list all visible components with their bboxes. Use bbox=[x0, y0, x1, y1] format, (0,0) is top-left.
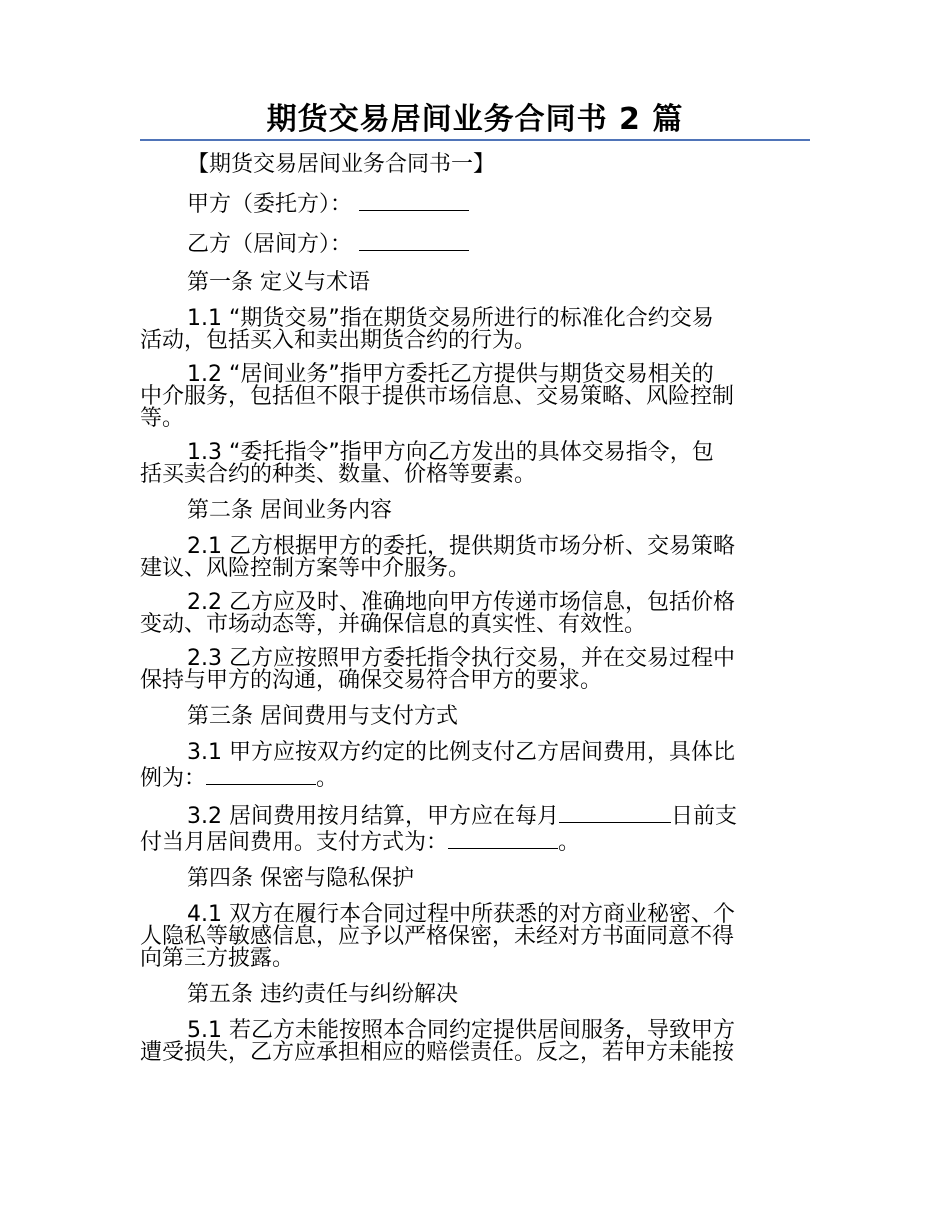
clause-line: 变动、市场动态等，并确保信息的真实性、有效性。 bbox=[140, 612, 647, 637]
clause-line: 人隐私等敏感信息，应予以严格保密，未经对方书面同意不得 bbox=[140, 924, 735, 949]
clause-1-2 bbox=[140, 364, 810, 430]
clause-line: 建议、风险控制方案等中介服务。 bbox=[140, 556, 471, 581]
title-underline bbox=[140, 139, 810, 141]
party-b-label: 乙方（居间方）： bbox=[187, 232, 353, 257]
article-1-title: 第一条 定义与术语 bbox=[187, 270, 370, 295]
document-body bbox=[140, 152, 810, 1076]
clause-5-1 bbox=[140, 1020, 810, 1064]
clause-2-1 bbox=[140, 536, 810, 580]
clause-line: 活动，包括买入和卖出期货合约的行为。 bbox=[140, 328, 537, 353]
ratio-blank bbox=[206, 764, 316, 785]
clause-3-2 bbox=[140, 802, 810, 854]
clause-1-3 bbox=[140, 442, 810, 486]
section-marker: 【期货交易居间业务合同书一】 bbox=[187, 152, 496, 177]
clause-line: 向第三方披露。 bbox=[140, 946, 295, 971]
party-a-label: 甲方（委托方）： bbox=[187, 192, 353, 217]
clause-line: 5.1 若乙方未能按照本合同约定提供居间服务，导致甲方 bbox=[187, 1018, 735, 1043]
clause-1-1 bbox=[140, 308, 810, 352]
payment-method-blank bbox=[448, 828, 558, 849]
clause-text: 3.2 居间费用按月结算，甲方应在每月 bbox=[187, 804, 559, 829]
clause-line: 1.3 “委托指令”指甲方向乙方发出的具体交易指令，包 bbox=[187, 440, 714, 465]
article-4-title: 第四条 保密与隐私保护 bbox=[187, 866, 414, 891]
party-b-line bbox=[140, 230, 810, 258]
clause-line: 4.1 双方在履行本合同过程中所获悉的对方商业秘密、个 bbox=[187, 902, 735, 927]
clause-line: 等。 bbox=[140, 406, 185, 431]
clause-line: 1.2 “居间业务”指甲方委托乙方提供与期货交易相关的 bbox=[187, 362, 714, 387]
article-5-title: 第五条 违约责任与纠纷解决 bbox=[187, 982, 458, 1007]
clause-line: 中介服务，包括但不限于提供市场信息、交易策略、风险控制 bbox=[140, 384, 735, 409]
clause-line: 2.1 乙方根据甲方的委托，提供期货市场分析、交易策略 bbox=[187, 534, 735, 559]
clause-3-1 bbox=[140, 742, 810, 790]
clause-line: 2.3 乙方应按照甲方委托指令执行交易，并在交易过程中 bbox=[187, 646, 735, 671]
document-title: 期货交易居间业务合同书 2 篇 bbox=[266, 102, 684, 137]
article-3-title: 第三条 居间费用与支付方式 bbox=[187, 704, 458, 729]
clause-text: 。 bbox=[316, 766, 339, 791]
clause-line bbox=[140, 764, 810, 790]
clause-text: 。 bbox=[558, 830, 581, 855]
article-2-title: 第二条 居间业务内容 bbox=[187, 498, 392, 523]
clause-2-2 bbox=[140, 592, 810, 636]
clause-line bbox=[140, 802, 810, 828]
clause-line: 遭受损失，乙方应承担相应的赔偿责任。反之，若甲方未能按 bbox=[140, 1040, 735, 1065]
clause-line: 括买卖合约的种类、数量、价格等要素。 bbox=[140, 462, 537, 487]
clause-text: 例为： bbox=[140, 766, 207, 791]
clause-2-3 bbox=[140, 648, 810, 692]
clause-text: 付当月居间费用。支付方式为： bbox=[140, 830, 449, 855]
clause-text: 日前支 bbox=[670, 804, 737, 829]
clause-line: 1.1 “期货交易”指在期货交易所进行的标准化合约交易 bbox=[187, 306, 714, 331]
clause-4-1 bbox=[140, 904, 810, 970]
clause-line: 保持与甲方的沟通，确保交易符合甲方的要求。 bbox=[140, 668, 603, 693]
party-a-line bbox=[140, 190, 810, 218]
day-blank bbox=[559, 802, 671, 823]
clause-line: 3.1 甲方应按双方约定的比例支付乙方居间费用，具体比 bbox=[187, 740, 735, 765]
clause-line: 2.2 乙方应及时、准确地向甲方传递市场信息，包括价格 bbox=[187, 590, 735, 615]
clause-line bbox=[140, 828, 810, 854]
party-a-blank bbox=[359, 190, 469, 211]
party-b-blank bbox=[359, 230, 469, 251]
